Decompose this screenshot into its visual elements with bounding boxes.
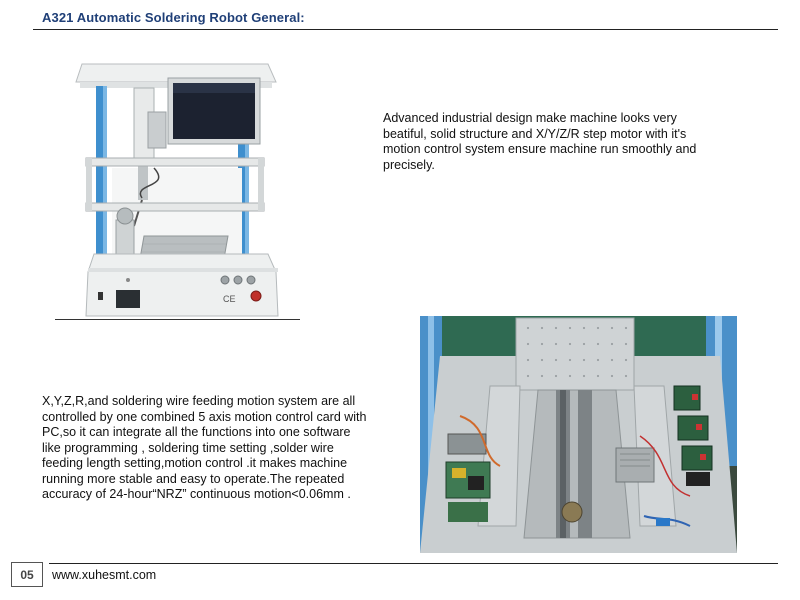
photo-underline [55, 319, 300, 320]
internal-mechanism-photo [420, 316, 737, 553]
ce-mark: CE [223, 294, 236, 304]
description-paragraph-2: X,Y,Z,R,and soldering wire feeding motion system are all controlled by one combined 5 axis motion control card with PC,so it can integrate all the functions into one software like programming , soldering time setting ,solder wire feeding length setting,motion control .it makes machine running more stable and easy to operate.The repeated accuracy of 24-hour“NRZ” continuous motion<0.06mm . [42, 394, 367, 501]
title-divider [33, 29, 778, 30]
description-paragraph-1: Advanced industrial design make machine looks very beatiful, solid structure and X/Y/Z/R step motor with it's motion control system ensure machine run smoothly and precisely. [383, 111, 697, 172]
website-link[interactable]: www.xuhesmt.com [52, 568, 157, 582]
page-title: A321 Automatic Soldering Robot General: [42, 10, 305, 25]
page-number: 05 [11, 562, 43, 587]
footer-divider [49, 563, 778, 564]
soldering-robot-photo [72, 58, 292, 318]
